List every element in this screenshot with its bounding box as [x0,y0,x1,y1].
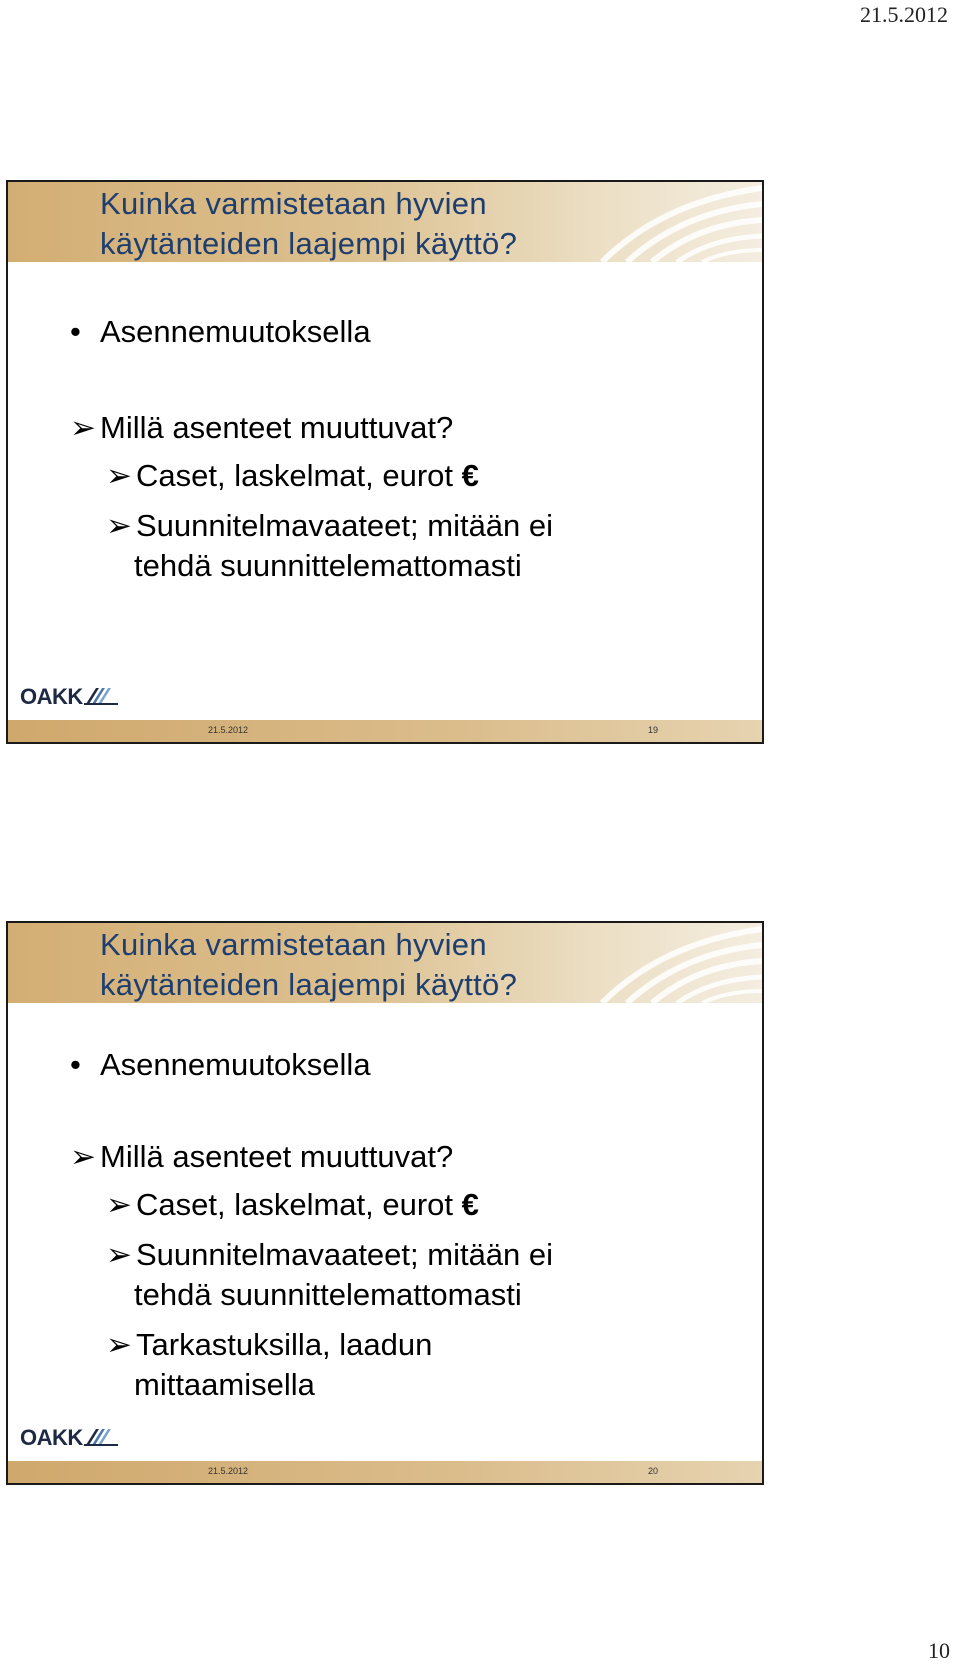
footer-bar [8,720,762,742]
sub-heading-text: Millä asenteet muuttuvat? [100,410,454,445]
sub-item-text: Suunnitelmavaateet; mitään ei [136,1237,554,1272]
sub-item [8,1325,762,1405]
bullet-text: Asennemuutoksella [100,314,371,349]
euro-sign: € [461,458,479,493]
sub-item-text-continued: tehdä suunnittelemattomasti [134,1277,522,1312]
sub-item [8,456,762,496]
title-line-1: Kuinka varmistetaan hyvien [100,186,487,221]
slide-20 [6,921,764,1485]
arrow-bullet-icon: ➢ [106,1327,132,1362]
slide-title [100,184,517,264]
logo-stripes-icon [84,1427,118,1447]
logo-text: OAKK [20,684,83,709]
sub-item-text: Caset, laskelmat, eurot [136,1187,454,1222]
sub-heading [8,1137,762,1177]
bullet-item [8,312,762,352]
sub-item-text: Suunnitelmavaateet; mitään ei [136,508,554,543]
slide-title [100,925,517,1005]
sub-item-text: Caset, laskelmat, eurot [136,458,454,493]
footer-date: 21.5.2012 [208,1466,249,1476]
slide-number: 19 [648,725,659,735]
title-line-2: käytänteiden laajempi käyttö? [100,967,518,1002]
slide-number: 20 [648,1466,659,1476]
page-number: 10 [928,1638,950,1663]
arrow-bullet-icon: ➢ [70,410,96,445]
title-bar [8,923,762,1003]
oakk-logo [20,1425,120,1455]
sub-heading [8,408,762,448]
logo-text: OAKK [20,1425,83,1450]
bullet-text: Asennemuutoksella [100,1047,371,1082]
sub-item [8,1235,762,1315]
oakk-logo [20,684,120,714]
sub-item-text-continued: tehdä suunnittelemattomasti [134,548,522,583]
arrow-bullet-icon: ➢ [70,1139,96,1174]
slide-19 [6,180,764,744]
footer-date: 21.5.2012 [208,725,249,735]
slide-body [8,1045,762,1415]
sub-item-text: Tarkastuksilla, laadun [136,1327,433,1362]
arrow-bullet-icon: ➢ [106,508,132,543]
title-line-1: Kuinka varmistetaan hyvien [100,927,487,962]
swoosh-decoration-icon [572,923,762,1003]
sub-item [8,506,762,586]
slide-body [8,312,762,596]
footer-bar [8,1461,762,1483]
title-bar [8,182,762,262]
arrow-bullet-icon: ➢ [106,458,132,493]
swoosh-decoration-icon [572,182,762,262]
arrow-bullet-icon: ➢ [106,1187,132,1222]
page-date: 21.5.2012 [860,2,948,27]
bullet-dot-icon: • [70,314,81,349]
euro-sign: € [461,1187,479,1222]
logo-stripes-icon [84,686,118,706]
bullet-dot-icon: • [70,1047,81,1082]
title-line-2: käytänteiden laajempi käyttö? [100,226,518,261]
sub-heading-text: Millä asenteet muuttuvat? [100,1139,454,1174]
arrow-bullet-icon: ➢ [106,1237,132,1272]
bullet-item [8,1045,762,1085]
sub-item [8,1185,762,1225]
sub-item-text-continued: mittaamisella [134,1367,315,1402]
